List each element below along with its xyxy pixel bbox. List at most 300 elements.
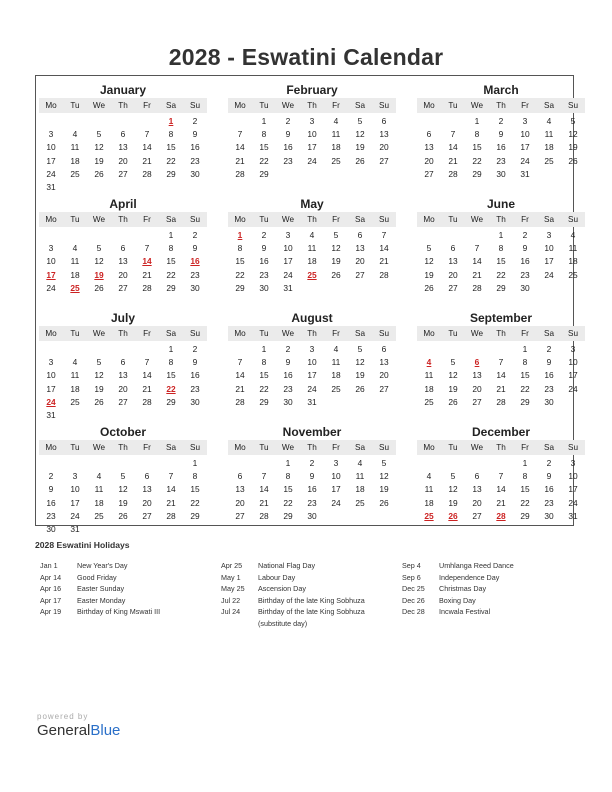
day-cell: 26 [424,282,434,293]
day-cell: 23 [307,497,317,508]
weekday-label: Mo [423,215,435,224]
day-cell: 29 [520,396,530,407]
holiday-date: Jan 1 [40,561,58,570]
empty-cell [135,115,159,128]
day-cell: 12 [118,484,128,495]
day-cell: 7 [144,243,150,254]
day-cell: 26 [118,510,128,521]
day-cell: 28 [166,510,176,521]
day-cell: 18 [70,155,80,166]
day-cell: 17 [307,370,317,381]
day-cell: 14 [448,142,458,153]
day-cell: 2 [192,344,198,354]
day-cell: 27 [424,168,434,179]
day-cell: 3 [309,344,315,354]
day-cell: 9 [522,243,528,254]
day-cell: 14 [379,243,389,254]
day-cell: 13 [118,370,128,381]
holiday-date: Dec 28 [402,607,425,617]
generalblue-logo[interactable] [37,712,120,739]
day-cell: 19 [331,256,341,267]
weekday-label: Th [307,101,317,110]
day-cell: 18 [424,497,434,508]
day-cell: 30 [520,282,530,293]
day-cell: 9 [192,243,198,254]
day-cell: 18 [424,383,434,394]
day-cell: 7 [237,357,243,368]
holiday-item [40,606,202,618]
holiday-date: May 1 [221,572,241,582]
day-cell: 29 [520,510,530,521]
day-cell: 4 [72,357,78,368]
day-cell: 8 [474,129,480,140]
weekday-label: Mo [234,329,246,338]
empty-cell [417,343,441,356]
day-cell: 15 [235,256,245,267]
day-cell: 31 [307,396,317,407]
day-cell: 30 [190,168,200,179]
month-august [228,310,396,409]
holiday-day: 6 [474,357,480,368]
month-name: October [99,425,146,439]
month-days [39,115,207,194]
holiday-item [221,583,383,595]
day-cell: 16 [283,370,293,381]
month-days [417,115,585,181]
day-cell: 6 [120,129,126,140]
weekday-label: We [92,443,106,452]
weekday-label: Tu [259,101,269,110]
empty-cell [111,343,135,356]
day-cell: 2 [48,471,54,482]
holiday-item [221,572,383,584]
day-cell: 9 [192,129,198,140]
day-cell: 7 [261,471,267,482]
day-cell: 19 [94,155,104,166]
day-cell: 12 [448,370,458,381]
weekday-label: We [470,443,484,452]
day-cell: 25 [70,396,80,407]
day-cell: 15 [166,142,176,153]
day-cell: 26 [355,155,365,166]
weekday-label: Tu [259,443,269,452]
holiday-day: 19 [94,269,104,280]
day-cell: 15 [259,142,269,153]
day-cell: 28 [235,396,245,407]
day-cell: 1 [192,458,198,468]
day-cell: 26 [94,282,104,293]
day-cell: 25 [70,168,80,179]
day-cell: 29 [496,282,506,293]
day-cell: 29 [166,396,176,407]
holiday-name: Christmas Day [439,584,487,594]
weekday-label: Tu [70,215,80,224]
weekday-label: Fr [521,443,529,452]
weekday-label: Sa [165,443,176,452]
day-cell: 23 [544,383,554,394]
day-cell: 8 [192,471,198,482]
day-cell: 5 [357,344,363,354]
weekday-label: Mo [234,443,246,452]
month-name: April [109,197,137,211]
day-cell: 22 [190,497,200,508]
day-cell: 2 [546,458,552,468]
day-cell: 14 [496,484,506,495]
day-cell: 3 [546,230,552,240]
day-cell: 11 [307,243,317,254]
weekday-label: We [470,329,484,338]
weekday-label: Mo [423,443,435,452]
day-cell: 8 [237,243,243,254]
day-cell: 16 [46,497,56,508]
day-cell: 4 [570,230,576,240]
weekday-label: We [470,215,484,224]
day-cell: 17 [46,383,56,394]
weekday-label: Su [567,101,578,110]
holiday-day: 17 [46,269,56,280]
month-days [228,343,396,409]
holiday-day: 25 [70,282,80,293]
weekday-label: Fr [143,215,151,224]
empty-cell [489,457,513,470]
day-cell: 30 [259,282,269,293]
weekday-header [417,98,585,113]
day-cell: 2 [498,116,504,126]
day-cell: 18 [331,142,341,153]
day-cell: 23 [496,155,506,166]
day-cell: 10 [46,256,56,267]
day-cell: 22 [259,155,269,166]
empty-cell [465,457,489,470]
month-name: September [469,311,533,325]
brand-name [37,722,120,739]
day-cell: 8 [168,357,174,368]
day-cell: 13 [235,484,245,495]
day-cell: 7 [144,129,150,140]
day-cell: 20 [118,269,128,280]
day-cell: 7 [498,471,504,482]
day-cell: 21 [235,155,245,166]
empty-cell [135,343,159,356]
day-cell: 13 [355,243,365,254]
day-cell: 30 [190,396,200,407]
weekday-label: We [92,329,106,338]
day-cell: 10 [46,142,56,153]
weekday-label: Mo [45,329,57,338]
month-days [417,229,585,295]
day-cell: 19 [355,142,365,153]
month-days [228,229,396,295]
holidays-title: 2028 Eswatini Holidays [35,540,130,550]
empty-cell [489,343,513,356]
month-october [39,424,207,536]
empty-cell [135,457,159,470]
holiday-name: Incwala Festival [439,607,491,617]
holiday-column [402,560,564,618]
day-cell: 29 [235,282,245,293]
day-cell: 30 [544,510,554,521]
weekday-label: Th [496,215,506,224]
month-name: November [282,425,342,439]
day-cell: 24 [568,497,578,508]
holiday-date: Apr 16 [40,584,62,594]
day-cell: 19 [355,370,365,381]
holiday-column [40,560,202,618]
day-cell: 24 [70,510,80,521]
weekday-header [39,326,207,341]
day-cell: 4 [333,344,339,354]
day-cell: 5 [450,357,456,368]
holiday-item [402,572,564,584]
day-cell: 21 [142,269,152,280]
weekday-label: We [281,101,295,110]
day-cell: 20 [142,497,152,508]
day-cell: 5 [96,243,102,254]
day-cell: 13 [472,370,482,381]
empty-cell [465,343,489,356]
day-cell: 20 [472,497,482,508]
day-cell: 4 [72,243,78,254]
month-name: June [486,197,515,211]
day-cell: 30 [190,282,200,293]
day-cell: 16 [544,484,554,495]
holiday-item [402,595,564,607]
weekday-label: We [92,101,106,110]
holiday-day: 24 [46,396,56,407]
day-cell: 9 [546,357,552,368]
day-cell: 19 [379,484,389,495]
weekday-label: Su [189,101,200,110]
weekday-label: Su [567,215,578,224]
empty-cell [228,343,252,356]
month-february [228,82,396,181]
day-cell: 6 [474,471,480,482]
empty-cell [111,457,135,470]
day-cell: 24 [568,383,578,394]
day-cell: 7 [237,129,243,140]
day-cell: 12 [355,129,365,140]
day-cell: 9 [285,129,291,140]
day-cell: 25 [355,497,365,508]
weekday-label: Tu [448,329,458,338]
day-cell: 11 [331,129,341,140]
day-cell: 22 [472,155,482,166]
day-cell: 18 [568,256,578,267]
weekday-label: Sa [165,329,176,338]
month-days [39,457,207,536]
month-march [417,82,585,181]
day-cell: 15 [496,256,506,267]
day-cell: 27 [118,282,128,293]
day-cell: 28 [472,282,482,293]
day-cell: 9 [309,471,315,482]
day-cell: 1 [168,230,174,240]
day-cell: 2 [192,116,198,126]
day-cell: 23 [283,155,293,166]
day-cell: 10 [46,370,56,381]
day-cell: 5 [426,243,432,254]
empty-cell [228,115,252,128]
day-cell: 13 [472,484,482,495]
day-cell: 21 [142,155,152,166]
day-cell: 6 [237,471,243,482]
weekday-label: Sa [543,101,554,110]
day-cell: 27 [472,396,482,407]
empty-cell [87,343,111,356]
day-cell: 2 [546,344,552,354]
day-cell: 31 [283,282,293,293]
brand-name-general: General [37,722,91,739]
day-cell: 12 [331,243,341,254]
empty-cell [63,115,87,128]
holiday-day: 25 [424,510,434,521]
day-cell: 3 [48,129,54,140]
day-cell: 23 [283,383,293,394]
day-cell: 15 [283,484,293,495]
month-days [39,343,207,422]
day-cell: 28 [142,282,152,293]
holiday-date: Sep 4 [402,561,421,570]
day-cell: 3 [72,471,78,482]
day-cell: 22 [283,497,293,508]
day-cell: 23 [190,383,200,394]
day-cell: 17 [568,370,578,381]
day-cell: 18 [70,269,80,280]
day-cell: 20 [424,155,434,166]
day-cell: 21 [235,383,245,394]
day-cell: 6 [357,230,363,240]
day-cell: 18 [544,142,554,153]
weekday-label: Su [567,443,578,452]
weekday-label: Mo [234,101,246,110]
day-cell: 3 [285,230,291,240]
weekday-label: Fr [332,101,340,110]
weekday-label: Th [118,443,128,452]
weekday-label: Th [496,101,506,110]
empty-cell [441,457,465,470]
weekday-label: Mo [45,215,57,224]
day-cell: 4 [546,116,552,126]
day-cell: 3 [48,243,54,254]
day-cell: 16 [259,256,269,267]
day-cell: 15 [520,370,530,381]
holiday-name: New Year's Day [77,561,128,570]
weekday-label: Fr [521,215,529,224]
day-cell: 22 [259,383,269,394]
day-cell: 6 [144,471,150,482]
day-cell: 17 [283,256,293,267]
day-cell: 9 [285,357,291,368]
holiday-name: Umhlanga Reed Dance [439,561,514,570]
day-cell: 16 [544,370,554,381]
empty-cell [111,229,135,242]
holiday-item [40,560,202,572]
day-cell: 3 [570,344,576,354]
day-cell: 23 [544,497,554,508]
day-cell: 11 [70,142,80,153]
day-cell: 2 [285,344,291,354]
day-cell: 31 [568,510,578,521]
day-cell: 28 [142,396,152,407]
day-cell: 27 [355,269,365,280]
weekday-label: Tu [70,443,80,452]
day-cell: 22 [520,497,530,508]
day-cell: 5 [120,471,126,482]
day-cell: 28 [379,269,389,280]
day-cell: 31 [46,181,56,192]
month-days [39,229,207,295]
weekday-label: Su [189,215,200,224]
day-cell: 31 [70,523,80,534]
day-cell: 1 [168,344,174,354]
day-cell: 1 [522,458,528,468]
day-cell: 17 [70,497,80,508]
day-cell: 24 [307,155,317,166]
day-cell: 30 [307,510,317,521]
day-cell: 18 [307,256,317,267]
weekday-label: Fr [143,329,151,338]
weekday-label: Su [189,329,200,338]
day-cell: 21 [496,383,506,394]
day-cell: 26 [568,155,578,166]
day-cell: 13 [448,256,458,267]
day-cell: 7 [450,129,456,140]
day-cell: 24 [307,383,317,394]
day-cell: 24 [283,269,293,280]
day-cell: 18 [331,370,341,381]
day-cell: 11 [70,370,80,381]
day-cell: 3 [309,116,315,126]
day-cell: 22 [520,383,530,394]
day-cell: 22 [166,155,176,166]
day-cell: 24 [46,168,56,179]
day-cell: 11 [424,484,434,495]
day-cell: 8 [168,129,174,140]
holiday-date: Apr 17 [40,595,62,605]
day-cell: 21 [496,497,506,508]
day-cell: 5 [450,471,456,482]
day-cell: 13 [118,142,128,153]
day-cell: 29 [259,396,269,407]
day-cell: 19 [448,383,458,394]
day-cell: 20 [379,370,389,381]
empty-cell [63,343,87,356]
holiday-day: 14 [142,256,152,267]
day-cell: 23 [46,510,56,521]
day-cell: 6 [381,344,387,354]
day-cell: 20 [118,383,128,394]
day-cell: 6 [120,357,126,368]
day-cell: 12 [94,370,104,381]
day-cell: 24 [331,497,341,508]
empty-cell [252,457,276,470]
weekday-label: Fr [521,329,529,338]
day-cell: 22 [496,269,506,280]
day-cell: 5 [570,116,576,126]
empty-cell [63,457,87,470]
month-july [39,310,207,422]
day-cell: 17 [568,484,578,495]
day-cell: 30 [283,396,293,407]
day-cell: 10 [568,471,578,482]
day-cell: 20 [118,155,128,166]
day-cell: 26 [94,396,104,407]
month-days [228,457,396,523]
day-cell: 14 [142,370,152,381]
holiday-date: Jul 22 [221,595,241,605]
weekday-label: We [470,101,484,110]
day-cell: 16 [190,370,200,381]
